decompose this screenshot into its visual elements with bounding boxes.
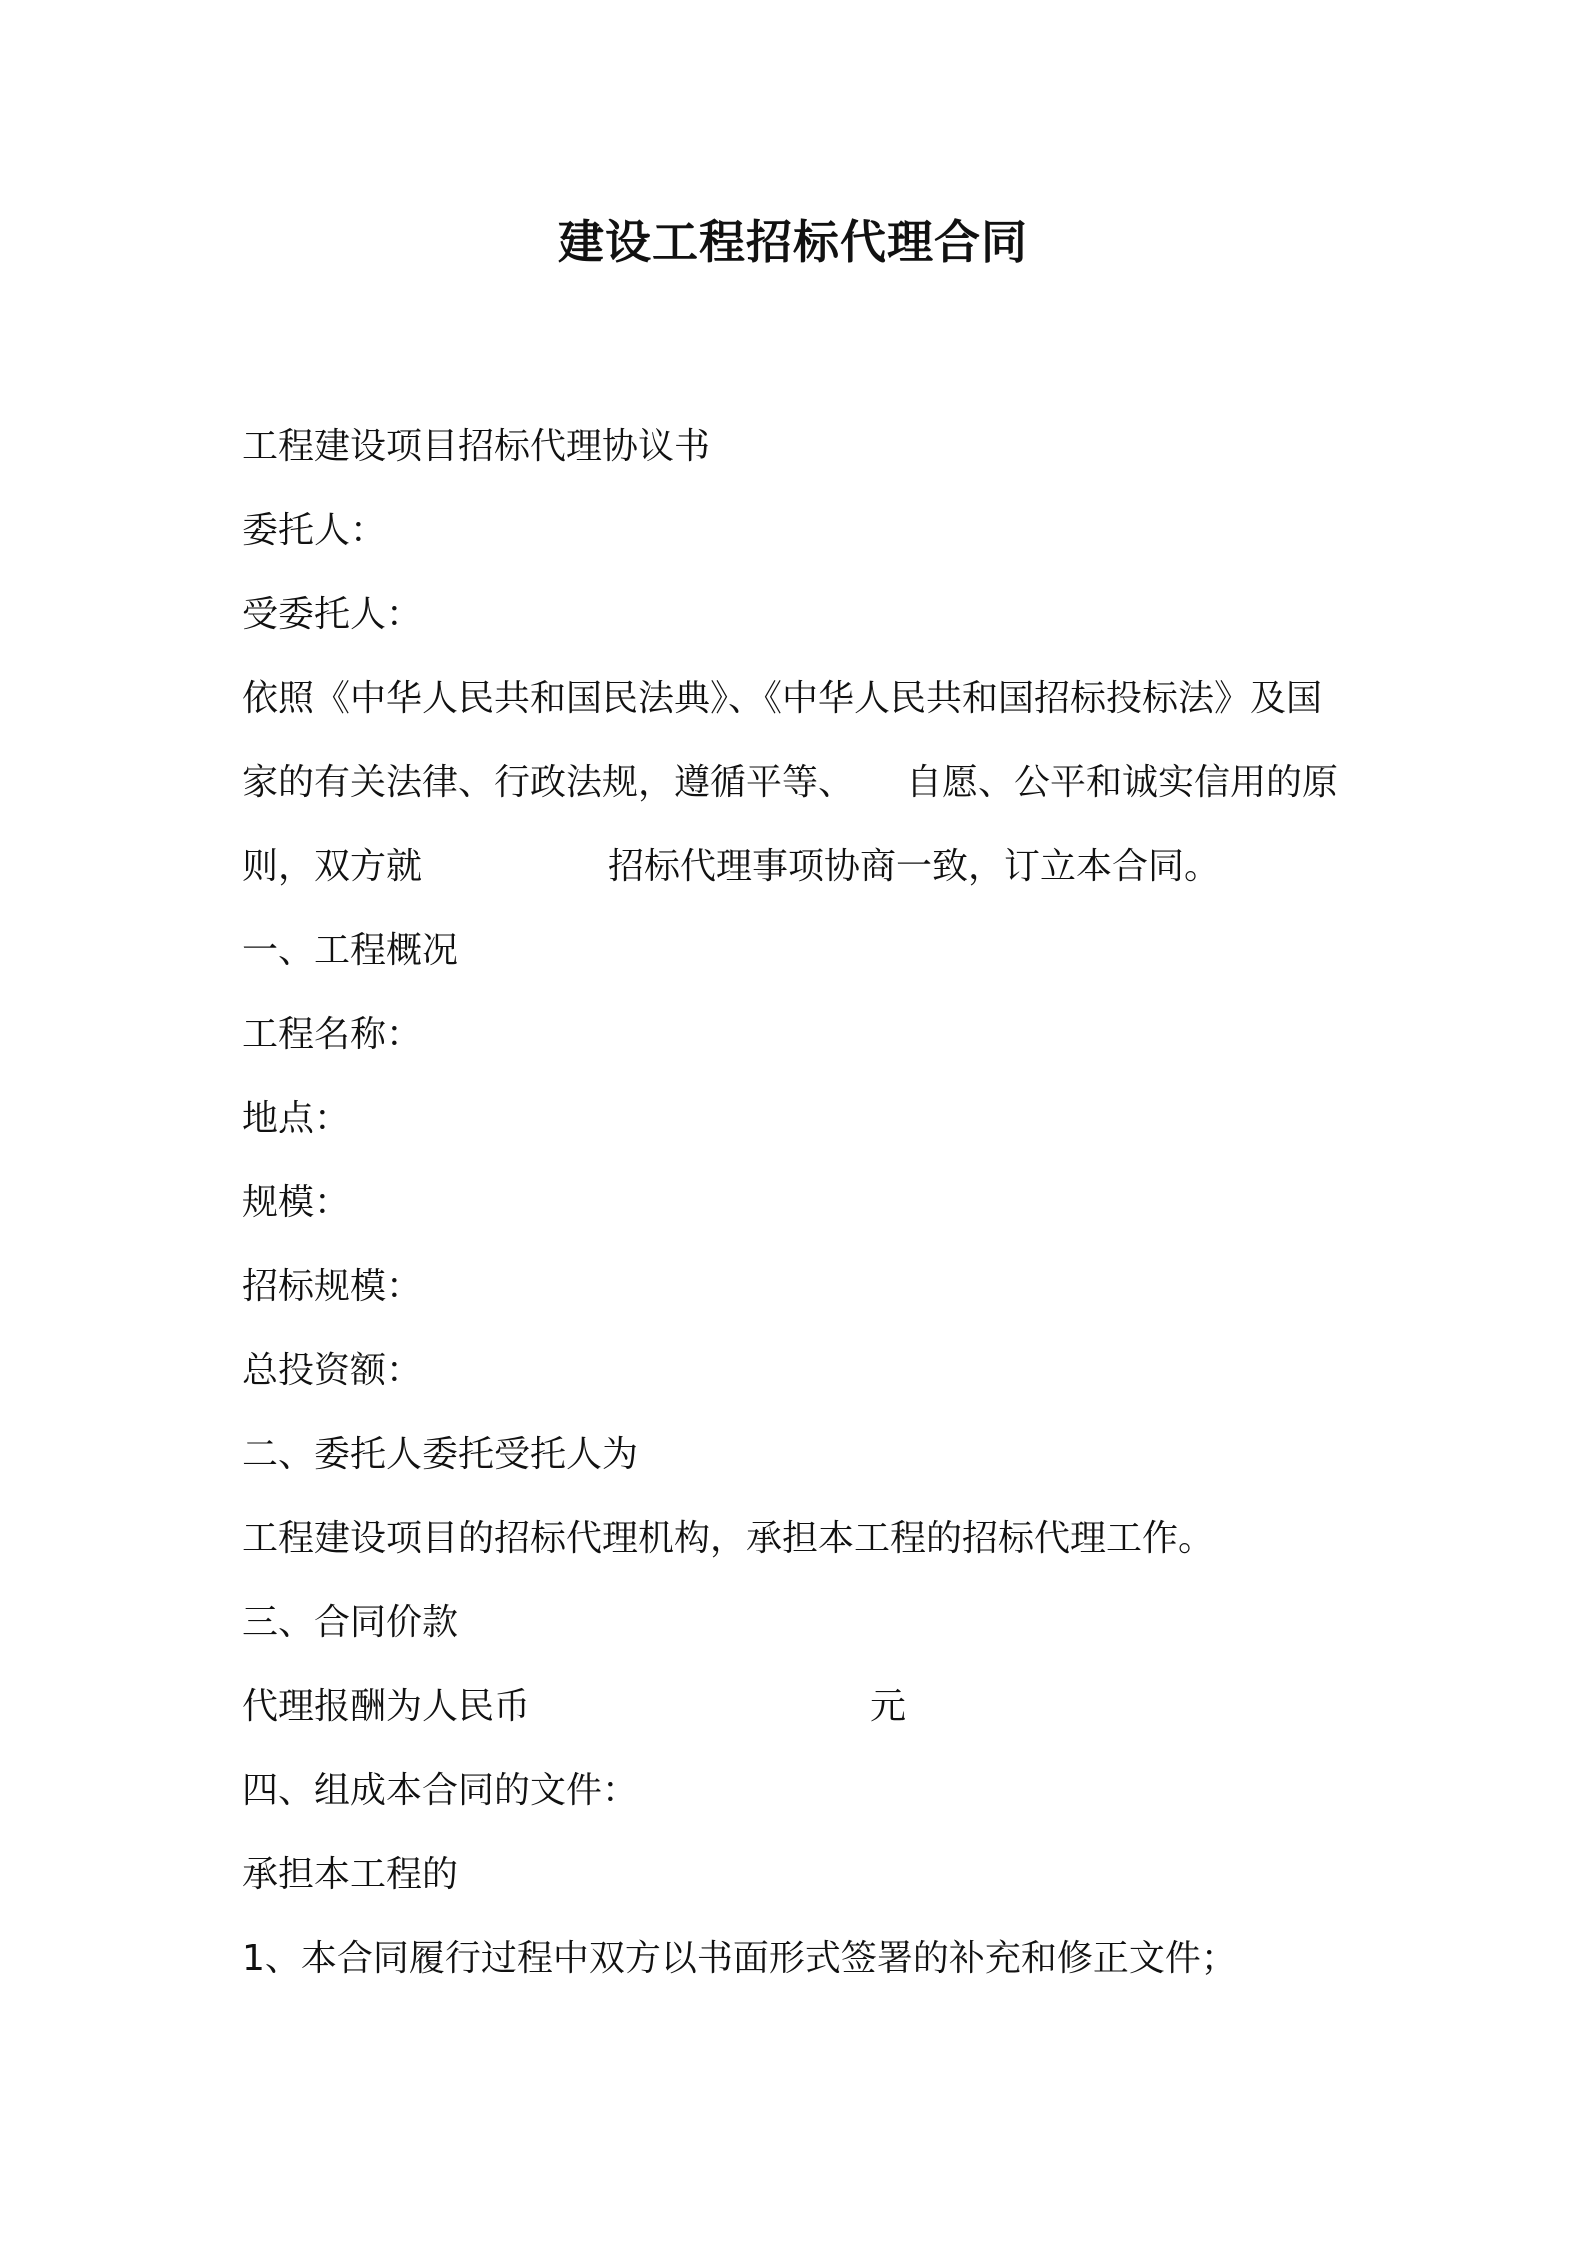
section-2-heading: 二、委托人委托受托人为 bbox=[242, 1434, 639, 1475]
document-body bbox=[242, 405, 1372, 2001]
principal-field: 委托人： bbox=[242, 510, 387, 551]
basis-text-part-1: 家的有关法律、行政法规，遵循平等、 bbox=[242, 762, 855, 803]
section-1-heading: 一、工程概况 bbox=[242, 930, 459, 971]
basis-text-part-2: 自愿、公平和诚实信用的原 bbox=[906, 762, 1339, 803]
currency-unit: 元 bbox=[870, 1686, 907, 1727]
basis-paragraph-line-3 bbox=[242, 825, 1372, 909]
location-field: 地点： bbox=[242, 1098, 351, 1139]
section-3-heading: 三、合同价款 bbox=[242, 1602, 459, 1643]
bidding-scale-field: 招标规模： bbox=[242, 1266, 423, 1307]
basis-paragraph-line-1: 依照《中华人民共和国民法典》、《中华人民共和国招标投标法》及国 bbox=[242, 678, 1323, 719]
document-item-1: 1、本合同履行过程中双方以书面形式签署的补充和修正文件； bbox=[242, 1938, 1237, 1979]
section-4-heading: 四、组成本合同的文件： bbox=[242, 1770, 639, 1811]
basis-text-part-4: 招标代理事项协商一致，订立本合同。 bbox=[608, 846, 1221, 887]
agreement-heading: 工程建设项目招标代理协议书 bbox=[242, 426, 711, 467]
document-title: 建设工程招标代理合同 bbox=[558, 215, 1028, 269]
section-2-text: 工程建设项目的招标代理机构，承担本工程的招标代理工作。 bbox=[242, 1518, 1215, 1559]
scale-field: 规模： bbox=[242, 1182, 351, 1223]
basis-text-part-3: 则，双方就 bbox=[242, 846, 423, 887]
agent-field: 受委托人： bbox=[242, 594, 423, 635]
project-name-field: 工程名称： bbox=[242, 1014, 423, 1055]
remuneration-line bbox=[242, 1665, 1372, 1749]
total-investment-field: 总投资额： bbox=[242, 1350, 423, 1391]
basis-paragraph-line-2 bbox=[242, 741, 1372, 825]
remuneration-label: 代理报酬为人民币 bbox=[242, 1686, 531, 1727]
section-4-text: 承担本工程的 bbox=[242, 1854, 459, 1895]
